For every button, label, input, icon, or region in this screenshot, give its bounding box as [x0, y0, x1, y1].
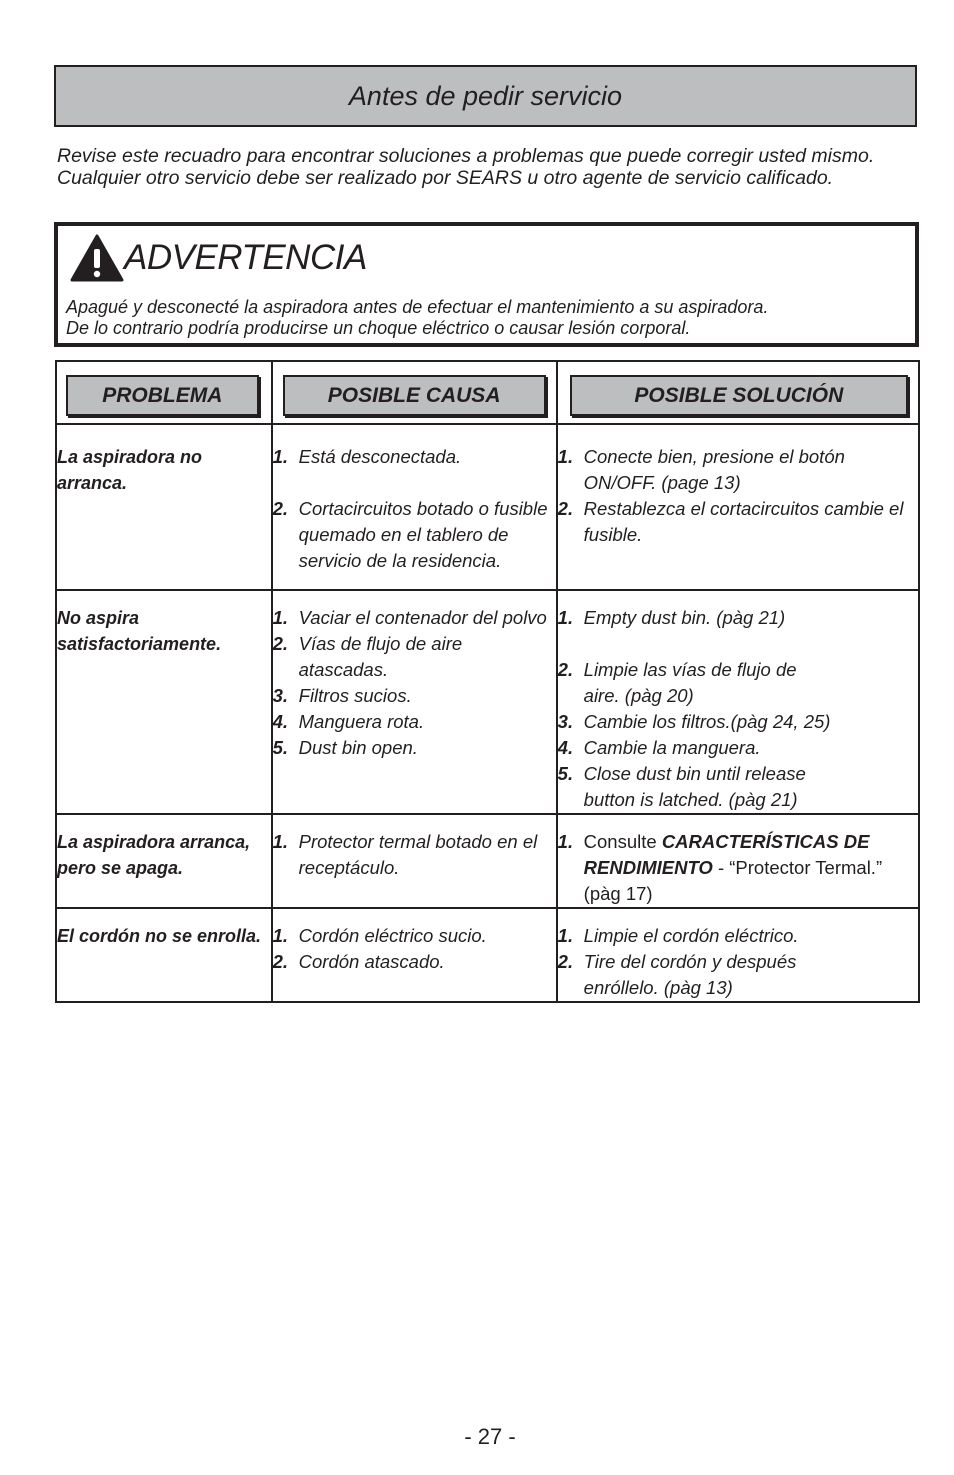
cause-cell	[272, 590, 557, 814]
problem-text: El cordón no se enrolla.	[57, 926, 262, 946]
problem-cell	[56, 590, 272, 814]
problem-cell	[56, 424, 272, 590]
table-row	[56, 908, 919, 1002]
solution-cell	[557, 424, 919, 590]
list-item: 1. Vaciar el contenador del polvo	[272, 607, 547, 628]
header-cell-cause	[272, 361, 557, 424]
list-item: 1. Cordón eléctrico sucio.	[272, 925, 487, 946]
header-cell-solution	[557, 361, 919, 424]
list-item: 1. Empty dust bin. (pàg 21)	[557, 607, 786, 628]
list-item: 2. Restablezca el cortacircuitos cambie el fusible.	[557, 498, 904, 545]
cause-cell	[272, 424, 557, 590]
list-item: 3. Cambie los filtros.(pàg 24, 25)	[557, 711, 831, 732]
table-row	[56, 590, 919, 814]
problem-text: La aspiradora no arranca.	[57, 447, 203, 493]
page-number: - 27 -	[464, 1424, 516, 1449]
troubleshooting-table	[55, 360, 920, 1003]
warning-box	[54, 222, 919, 347]
warning-triangle-icon	[70, 234, 124, 282]
header-cell-problem	[56, 361, 272, 424]
column-header: POSIBLE SOLUCIÓN	[570, 375, 908, 416]
problem-cell	[56, 908, 272, 1002]
list-item: 2. Tire del cordón y después enróllelo. (pàg 13)	[557, 951, 797, 998]
table-row	[56, 424, 919, 590]
table-header-row	[56, 361, 919, 424]
list-item: 2. Cordón atascado.	[272, 951, 445, 972]
column-header: PROBLEMA	[66, 375, 259, 416]
list-item: 2. Vías de flujo de aire atascadas.	[272, 633, 463, 680]
section-title: Antes de pedir servicio	[348, 80, 623, 111]
list-item: 2. Cortacircuitos botado o fusible quemado en el tablero de servicio de la residencia.	[272, 498, 548, 571]
list-item: 4. Cambie la manguera.	[557, 737, 761, 758]
list-item: 5. Dust bin open.	[272, 737, 418, 758]
warning-line: Apagué y desconecté la aspiradora antes de efectuar el mantenimiento a su aspiradora.	[66, 297, 769, 317]
list-item: 1. Conecte bien, presione el botón ON/OFF. (page 13)	[557, 446, 845, 493]
list-item: 1. Está desconectada.	[272, 446, 462, 467]
solution-cell	[557, 590, 919, 814]
list-item: 1. Consulte CARACTERÍSTICAS DE RENDIMIENTO - “Protector Termal.” (pàg 17)	[557, 831, 883, 904]
problem-cell	[56, 814, 272, 908]
list-item: 4. Manguera rota.	[272, 711, 425, 732]
list-item: 1. Protector termal botado en el receptáculo.	[272, 831, 538, 878]
warning-line: De lo contrario podría producirse un choque eléctrico o causar lesión corporal.	[66, 318, 691, 338]
warning-text	[66, 297, 768, 339]
warning-header	[70, 234, 367, 282]
list-item: 1. Limpie el cordón eléctrico.	[557, 925, 799, 946]
list-item: 3. Filtros sucios.	[272, 685, 412, 706]
problem-text: La aspiradora arranca, pero se apaga.	[57, 832, 251, 878]
solution-cell	[557, 908, 919, 1002]
cause-cell	[272, 908, 557, 1002]
intro-text: Revise este recuadro para encontrar soluciones a problemas que puede corregir usted mismo. Cualquier otro servicio debe ser realizado por SEARS u otro agente de servicio calificado.	[57, 145, 875, 189]
list-item: 5. Close dust bin until release button is latched. (pàg 21)	[557, 763, 806, 810]
column-header: POSIBLE CAUSA	[283, 375, 546, 416]
section-title-box	[54, 65, 917, 127]
warning-title: ADVERTENCIA	[124, 238, 367, 277]
list-item: 2. Limpie las vías de flujo de aire. (pàg 20)	[557, 659, 797, 706]
problem-text: No aspira satisfactoriamente.	[57, 608, 222, 654]
solution-cell	[557, 814, 919, 908]
table-row	[56, 814, 919, 908]
cause-cell	[272, 814, 557, 908]
